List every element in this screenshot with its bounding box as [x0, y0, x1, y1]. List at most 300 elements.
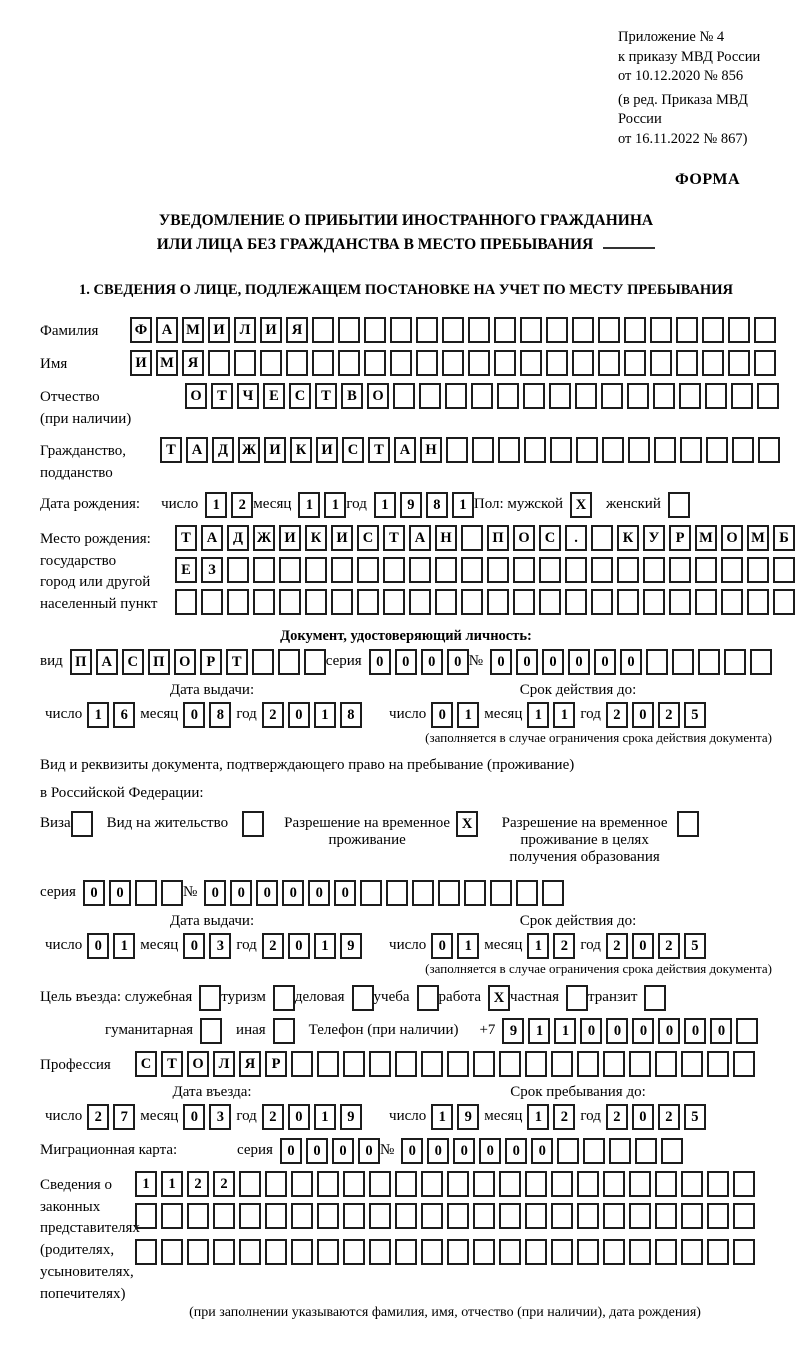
citizenship-char-cell[interactable]: А [394, 437, 416, 463]
doc-type-char-cell[interactable]: П [148, 649, 170, 675]
purpose-tourism-box[interactable] [273, 985, 295, 1011]
given-name-char-cell[interactable] [650, 350, 672, 376]
id-expiry-year-cell[interactable]: 5 [684, 702, 706, 728]
permit-number-cell[interactable] [438, 880, 460, 906]
doc-number-cell[interactable]: 0 [568, 649, 590, 675]
stay-year-cell[interactable]: 2 [606, 1104, 628, 1130]
birthplace-char-cell[interactable]: Т [383, 525, 405, 551]
representatives-char-cell[interactable] [473, 1171, 495, 1197]
permit-number-cell[interactable]: 0 [282, 880, 304, 906]
representatives-char-cell[interactable] [577, 1239, 599, 1265]
birthplace-char-cell[interactable] [617, 589, 639, 615]
given-name-char-cell[interactable] [468, 350, 490, 376]
given-name-char-cell[interactable] [234, 350, 256, 376]
representatives-char-cell[interactable]: 1 [135, 1171, 157, 1197]
profession-char-cell[interactable] [499, 1051, 521, 1077]
permit-issue-year-cell[interactable]: 1 [314, 933, 336, 959]
given-name-char-cell[interactable] [624, 350, 646, 376]
birthplace-char-cell[interactable] [617, 557, 639, 583]
birthplace-char-cell[interactable] [435, 589, 457, 615]
patronymic-char-cell[interactable] [523, 383, 545, 409]
doc-series-cell[interactable]: 0 [395, 649, 417, 675]
profession-char-cell[interactable] [369, 1051, 391, 1077]
doc-series-cell[interactable]: 0 [369, 649, 391, 675]
representatives-char-cell[interactable] [317, 1203, 339, 1229]
representatives-char-cell[interactable] [317, 1171, 339, 1197]
patronymic-char-cell[interactable]: О [367, 383, 389, 409]
permit-issue-day-cell[interactable]: 0 [87, 933, 109, 959]
birthplace-char-cell[interactable] [461, 525, 483, 551]
representatives-char-cell[interactable] [525, 1239, 547, 1265]
permit-expiry-day-cell[interactable]: 1 [457, 933, 479, 959]
citizenship-char-cell[interactable]: Т [368, 437, 390, 463]
permit-number-cell[interactable] [412, 880, 434, 906]
profession-char-cell[interactable] [551, 1051, 573, 1077]
surname-char-cell[interactable] [754, 317, 776, 343]
purpose-study-box[interactable] [417, 985, 439, 1011]
stay-day-cell[interactable]: 9 [457, 1104, 479, 1130]
purpose-work-box[interactable]: X [488, 985, 510, 1011]
birthplace-char-cell[interactable]: К [305, 525, 327, 551]
patronymic-char-cell[interactable]: Ч [237, 383, 259, 409]
id-expiry-month-cell[interactable]: 1 [553, 702, 575, 728]
permit-issue-month-cell[interactable]: 0 [183, 933, 205, 959]
birthplace-char-cell[interactable] [591, 525, 613, 551]
migration-number-cell[interactable]: 0 [505, 1138, 527, 1164]
temp-residence-box[interactable]: X [456, 811, 478, 837]
permit-expiry-month-cell[interactable]: 2 [553, 933, 575, 959]
citizenship-char-cell[interactable]: Ж [238, 437, 260, 463]
surname-char-cell[interactable]: А [156, 317, 178, 343]
citizenship-char-cell[interactable]: И [264, 437, 286, 463]
profession-char-cell[interactable]: О [187, 1051, 209, 1077]
birthplace-char-cell[interactable] [409, 589, 431, 615]
birthplace-char-cell[interactable] [721, 557, 743, 583]
birth-day-cell[interactable]: 2 [231, 492, 253, 518]
stay-year-cell[interactable]: 0 [632, 1104, 654, 1130]
representatives-char-cell[interactable] [655, 1239, 677, 1265]
surname-char-cell[interactable] [338, 317, 360, 343]
citizenship-char-cell[interactable] [446, 437, 468, 463]
patronymic-char-cell[interactable] [731, 383, 753, 409]
birthplace-char-cell[interactable] [227, 557, 249, 583]
representatives-char-cell[interactable] [655, 1171, 677, 1197]
migration-number-cell[interactable]: 0 [479, 1138, 501, 1164]
surname-char-cell[interactable]: Я [286, 317, 308, 343]
representatives-char-cell[interactable] [395, 1203, 417, 1229]
permit-number-cell[interactable]: 0 [308, 880, 330, 906]
doc-number-cell[interactable]: 0 [594, 649, 616, 675]
representatives-char-cell[interactable] [239, 1239, 261, 1265]
id-issue-month-cell[interactable]: 0 [183, 702, 205, 728]
birthplace-char-cell[interactable]: Т [175, 525, 197, 551]
phone-digit-cell[interactable]: 0 [684, 1018, 706, 1044]
sex-female-box[interactable] [668, 492, 690, 518]
surname-char-cell[interactable] [468, 317, 490, 343]
citizenship-char-cell[interactable] [602, 437, 624, 463]
id-issue-month-cell[interactable]: 8 [209, 702, 231, 728]
representatives-char-cell[interactable] [733, 1171, 755, 1197]
surname-char-cell[interactable]: Л [234, 317, 256, 343]
permit-number-cell[interactable]: 0 [334, 880, 356, 906]
citizenship-char-cell[interactable]: Д [212, 437, 234, 463]
representatives-char-cell[interactable] [733, 1239, 755, 1265]
surname-char-cell[interactable] [702, 317, 724, 343]
doc-number-cell[interactable] [698, 649, 720, 675]
id-issue-year-cell[interactable]: 1 [314, 702, 336, 728]
given-name-char-cell[interactable] [728, 350, 750, 376]
representatives-char-cell[interactable] [551, 1171, 573, 1197]
birthplace-char-cell[interactable] [591, 557, 613, 583]
patronymic-char-cell[interactable]: Т [315, 383, 337, 409]
birthplace-char-cell[interactable] [279, 589, 301, 615]
profession-char-cell[interactable]: Я [239, 1051, 261, 1077]
sex-male-box[interactable]: X [570, 492, 592, 518]
entry-month-cell[interactable]: 0 [183, 1104, 205, 1130]
patronymic-char-cell[interactable] [445, 383, 467, 409]
representatives-char-cell[interactable] [421, 1203, 443, 1229]
migration-number-cell[interactable]: 0 [401, 1138, 423, 1164]
birthplace-char-cell[interactable] [227, 589, 249, 615]
profession-char-cell[interactable] [629, 1051, 651, 1077]
birthplace-char-cell[interactable]: Р [669, 525, 691, 551]
given-name-char-cell[interactable] [338, 350, 360, 376]
birthplace-char-cell[interactable] [773, 557, 795, 583]
given-name-char-cell[interactable] [390, 350, 412, 376]
doc-number-cell[interactable] [750, 649, 772, 675]
permit-series-cell[interactable] [135, 880, 157, 906]
residence-permit-box[interactable] [242, 811, 264, 837]
birthplace-char-cell[interactable]: Е [175, 557, 197, 583]
stay-year-cell[interactable]: 2 [658, 1104, 680, 1130]
doc-type-char-cell[interactable]: Т [226, 649, 248, 675]
permit-number-cell[interactable] [360, 880, 382, 906]
birthplace-char-cell[interactable]: К [617, 525, 639, 551]
surname-char-cell[interactable] [494, 317, 516, 343]
purpose-humanitarian-box[interactable] [200, 1018, 222, 1044]
patronymic-char-cell[interactable] [393, 383, 415, 409]
profession-char-cell[interactable] [603, 1051, 625, 1077]
permit-number-cell[interactable] [386, 880, 408, 906]
entry-month-cell[interactable]: 3 [209, 1104, 231, 1130]
phone-digit-cell[interactable] [736, 1018, 758, 1044]
purpose-official-box[interactable] [199, 985, 221, 1011]
citizenship-char-cell[interactable] [550, 437, 572, 463]
birthplace-char-cell[interactable] [669, 557, 691, 583]
representatives-char-cell[interactable] [421, 1239, 443, 1265]
birthplace-char-cell[interactable] [513, 557, 535, 583]
representatives-char-cell[interactable]: 1 [161, 1171, 183, 1197]
migration-number-cell[interactable]: 0 [453, 1138, 475, 1164]
birthplace-char-cell[interactable] [331, 589, 353, 615]
surname-char-cell[interactable]: М [182, 317, 204, 343]
birthplace-char-cell[interactable] [539, 557, 561, 583]
patronymic-char-cell[interactable]: В [341, 383, 363, 409]
doc-series-cell[interactable]: 0 [447, 649, 469, 675]
representatives-char-cell[interactable] [135, 1203, 157, 1229]
id-expiry-day-cell[interactable]: 1 [457, 702, 479, 728]
permit-number-cell[interactable]: 0 [204, 880, 226, 906]
birth-month-cell[interactable]: 1 [298, 492, 320, 518]
permit-issue-year-cell[interactable]: 0 [288, 933, 310, 959]
representatives-char-cell[interactable] [395, 1239, 417, 1265]
profession-char-cell[interactable] [525, 1051, 547, 1077]
representatives-char-cell[interactable] [603, 1239, 625, 1265]
birth-year-cell[interactable]: 8 [426, 492, 448, 518]
patronymic-char-cell[interactable] [471, 383, 493, 409]
given-name-char-cell[interactable] [676, 350, 698, 376]
representatives-char-cell[interactable] [473, 1239, 495, 1265]
migration-number-cell[interactable] [557, 1138, 579, 1164]
given-name-char-cell[interactable] [702, 350, 724, 376]
patronymic-char-cell[interactable]: Т [211, 383, 233, 409]
birthplace-char-cell[interactable] [383, 557, 405, 583]
given-name-char-cell[interactable] [364, 350, 386, 376]
citizenship-char-cell[interactable] [498, 437, 520, 463]
id-issue-year-cell[interactable]: 0 [288, 702, 310, 728]
stay-month-cell[interactable]: 2 [553, 1104, 575, 1130]
migration-number-cell[interactable] [583, 1138, 605, 1164]
surname-char-cell[interactable] [676, 317, 698, 343]
citizenship-char-cell[interactable]: К [290, 437, 312, 463]
given-name-char-cell[interactable] [442, 350, 464, 376]
birthplace-char-cell[interactable] [487, 589, 509, 615]
id-issue-year-cell[interactable]: 8 [340, 702, 362, 728]
migration-number-cell[interactable] [609, 1138, 631, 1164]
representatives-char-cell[interactable] [655, 1203, 677, 1229]
birthplace-char-cell[interactable] [539, 589, 561, 615]
purpose-private-box[interactable] [566, 985, 588, 1011]
birthplace-char-cell[interactable] [565, 589, 587, 615]
representatives-char-cell[interactable] [499, 1239, 521, 1265]
birthplace-char-cell[interactable] [305, 589, 327, 615]
migration-number-cell[interactable] [661, 1138, 683, 1164]
representatives-char-cell[interactable] [213, 1203, 235, 1229]
representatives-char-cell[interactable] [291, 1171, 313, 1197]
permit-expiry-year-cell[interactable]: 2 [606, 933, 628, 959]
permit-number-cell[interactable]: 0 [256, 880, 278, 906]
permit-number-cell[interactable] [516, 880, 538, 906]
surname-char-cell[interactable]: И [208, 317, 230, 343]
citizenship-char-cell[interactable] [628, 437, 650, 463]
profession-char-cell[interactable] [473, 1051, 495, 1077]
citizenship-char-cell[interactable]: Н [420, 437, 442, 463]
given-name-char-cell[interactable] [494, 350, 516, 376]
doc-type-char-cell[interactable]: О [174, 649, 196, 675]
birth-day-cell[interactable]: 1 [205, 492, 227, 518]
representatives-char-cell[interactable] [213, 1239, 235, 1265]
birthplace-char-cell[interactable]: А [409, 525, 431, 551]
doc-type-char-cell[interactable]: Р [200, 649, 222, 675]
profession-char-cell[interactable]: Л [213, 1051, 235, 1077]
birthplace-char-cell[interactable] [747, 557, 769, 583]
representatives-char-cell[interactable] [603, 1171, 625, 1197]
birthplace-char-cell[interactable] [721, 589, 743, 615]
birthplace-char-cell[interactable] [409, 557, 431, 583]
representatives-char-cell[interactable] [265, 1203, 287, 1229]
representatives-char-cell[interactable] [473, 1203, 495, 1229]
citizenship-char-cell[interactable] [472, 437, 494, 463]
profession-char-cell[interactable] [291, 1051, 313, 1077]
given-name-char-cell[interactable] [208, 350, 230, 376]
given-name-char-cell[interactable] [260, 350, 282, 376]
doc-number-cell[interactable]: 0 [542, 649, 564, 675]
patronymic-char-cell[interactable] [497, 383, 519, 409]
representatives-char-cell[interactable] [681, 1239, 703, 1265]
migration-number-cell[interactable]: 0 [427, 1138, 449, 1164]
representatives-char-cell[interactable]: 2 [213, 1171, 235, 1197]
birthplace-char-cell[interactable]: А [201, 525, 223, 551]
representatives-char-cell[interactable] [265, 1171, 287, 1197]
permit-expiry-year-cell[interactable]: 2 [658, 933, 680, 959]
birthplace-char-cell[interactable] [565, 557, 587, 583]
citizenship-char-cell[interactable]: И [316, 437, 338, 463]
given-name-char-cell[interactable] [598, 350, 620, 376]
citizenship-char-cell[interactable] [758, 437, 780, 463]
representatives-char-cell[interactable] [369, 1171, 391, 1197]
representatives-char-cell[interactable] [525, 1203, 547, 1229]
surname-char-cell[interactable] [364, 317, 386, 343]
permit-number-cell[interactable]: 0 [230, 880, 252, 906]
birthplace-char-cell[interactable]: П [487, 525, 509, 551]
doc-number-cell[interactable]: 0 [490, 649, 512, 675]
birthplace-char-cell[interactable] [513, 589, 535, 615]
id-issue-year-cell[interactable]: 2 [262, 702, 284, 728]
representatives-char-cell[interactable] [603, 1203, 625, 1229]
visa-box[interactable] [71, 811, 93, 837]
patronymic-char-cell[interactable]: О [185, 383, 207, 409]
id-expiry-year-cell[interactable]: 2 [658, 702, 680, 728]
birthplace-char-cell[interactable] [461, 557, 483, 583]
citizenship-char-cell[interactable] [732, 437, 754, 463]
permit-series-cell[interactable] [161, 880, 183, 906]
patronymic-char-cell[interactable] [419, 383, 441, 409]
birthplace-char-cell[interactable]: . [565, 525, 587, 551]
profession-char-cell[interactable] [577, 1051, 599, 1077]
profession-char-cell[interactable] [421, 1051, 443, 1077]
surname-char-cell[interactable] [390, 317, 412, 343]
doc-type-char-cell[interactable]: П [70, 649, 92, 675]
permit-issue-month-cell[interactable]: 3 [209, 933, 231, 959]
entry-year-cell[interactable]: 1 [314, 1104, 336, 1130]
representatives-char-cell[interactable] [447, 1203, 469, 1229]
profession-char-cell[interactable]: Р [265, 1051, 287, 1077]
permit-series-cell[interactable]: 0 [109, 880, 131, 906]
birthplace-char-cell[interactable] [591, 589, 613, 615]
representatives-char-cell[interactable] [343, 1171, 365, 1197]
entry-day-cell[interactable]: 7 [113, 1104, 135, 1130]
birthplace-char-cell[interactable] [669, 589, 691, 615]
citizenship-char-cell[interactable] [576, 437, 598, 463]
birthplace-char-cell[interactable] [357, 557, 379, 583]
doc-number-cell[interactable] [646, 649, 668, 675]
representatives-char-cell[interactable]: 2 [187, 1171, 209, 1197]
citizenship-char-cell[interactable] [524, 437, 546, 463]
representatives-char-cell[interactable] [629, 1171, 651, 1197]
representatives-char-cell[interactable] [707, 1203, 729, 1229]
surname-char-cell[interactable] [546, 317, 568, 343]
surname-char-cell[interactable] [728, 317, 750, 343]
surname-char-cell[interactable] [572, 317, 594, 343]
migration-series-cell[interactable]: 0 [358, 1138, 380, 1164]
citizenship-char-cell[interactable] [680, 437, 702, 463]
doc-number-cell[interactable]: 0 [620, 649, 642, 675]
id-expiry-day-cell[interactable]: 0 [431, 702, 453, 728]
citizenship-char-cell[interactable] [706, 437, 728, 463]
permit-issue-day-cell[interactable]: 1 [113, 933, 135, 959]
surname-char-cell[interactable] [650, 317, 672, 343]
given-name-char-cell[interactable] [572, 350, 594, 376]
entry-year-cell[interactable]: 0 [288, 1104, 310, 1130]
representatives-char-cell[interactable] [551, 1239, 573, 1265]
birthplace-char-cell[interactable] [461, 589, 483, 615]
representatives-char-cell[interactable] [291, 1203, 313, 1229]
doc-number-cell[interactable] [672, 649, 694, 675]
representatives-char-cell[interactable] [681, 1203, 703, 1229]
birthplace-char-cell[interactable] [695, 589, 717, 615]
permit-number-cell[interactable] [542, 880, 564, 906]
birth-month-cell[interactable]: 1 [324, 492, 346, 518]
representatives-char-cell[interactable] [707, 1239, 729, 1265]
birth-year-cell[interactable]: 1 [374, 492, 396, 518]
representatives-char-cell[interactable] [577, 1171, 599, 1197]
representatives-char-cell[interactable] [733, 1203, 755, 1229]
migration-series-cell[interactable]: 0 [332, 1138, 354, 1164]
given-name-char-cell[interactable] [286, 350, 308, 376]
permit-issue-year-cell[interactable]: 9 [340, 933, 362, 959]
representatives-char-cell[interactable] [525, 1171, 547, 1197]
permit-issue-year-cell[interactable]: 2 [262, 933, 284, 959]
birthplace-char-cell[interactable]: И [279, 525, 301, 551]
id-expiry-year-cell[interactable]: 0 [632, 702, 654, 728]
given-name-char-cell[interactable] [546, 350, 568, 376]
profession-char-cell[interactable]: Т [161, 1051, 183, 1077]
birthplace-char-cell[interactable] [435, 557, 457, 583]
entry-year-cell[interactable]: 2 [262, 1104, 284, 1130]
patronymic-char-cell[interactable] [575, 383, 597, 409]
birthplace-char-cell[interactable] [201, 589, 223, 615]
permit-expiry-year-cell[interactable]: 0 [632, 933, 654, 959]
doc-type-char-cell[interactable] [252, 649, 274, 675]
birthplace-char-cell[interactable] [643, 557, 665, 583]
birthplace-char-cell[interactable]: С [539, 525, 561, 551]
migration-number-cell[interactable]: 0 [531, 1138, 553, 1164]
doc-type-char-cell[interactable] [278, 649, 300, 675]
representatives-char-cell[interactable] [265, 1239, 287, 1265]
birthplace-char-cell[interactable] [773, 589, 795, 615]
representatives-char-cell[interactable] [551, 1203, 573, 1229]
given-name-char-cell[interactable]: М [156, 350, 178, 376]
birthplace-char-cell[interactable] [331, 557, 353, 583]
permit-expiry-year-cell[interactable]: 5 [684, 933, 706, 959]
birthplace-char-cell[interactable]: И [331, 525, 353, 551]
representatives-char-cell[interactable] [369, 1203, 391, 1229]
birthplace-char-cell[interactable]: М [747, 525, 769, 551]
purpose-business-box[interactable] [352, 985, 374, 1011]
birthplace-char-cell[interactable] [253, 557, 275, 583]
profession-char-cell[interactable] [317, 1051, 339, 1077]
purpose-transit-box[interactable] [644, 985, 666, 1011]
birthplace-char-cell[interactable]: Д [227, 525, 249, 551]
representatives-char-cell[interactable] [707, 1171, 729, 1197]
phone-digit-cell[interactable]: 0 [632, 1018, 654, 1044]
representatives-char-cell[interactable] [499, 1171, 521, 1197]
citizenship-char-cell[interactable]: Т [160, 437, 182, 463]
representatives-char-cell[interactable] [291, 1239, 313, 1265]
surname-char-cell[interactable] [312, 317, 334, 343]
permit-expiry-day-cell[interactable]: 0 [431, 933, 453, 959]
citizenship-char-cell[interactable]: А [186, 437, 208, 463]
